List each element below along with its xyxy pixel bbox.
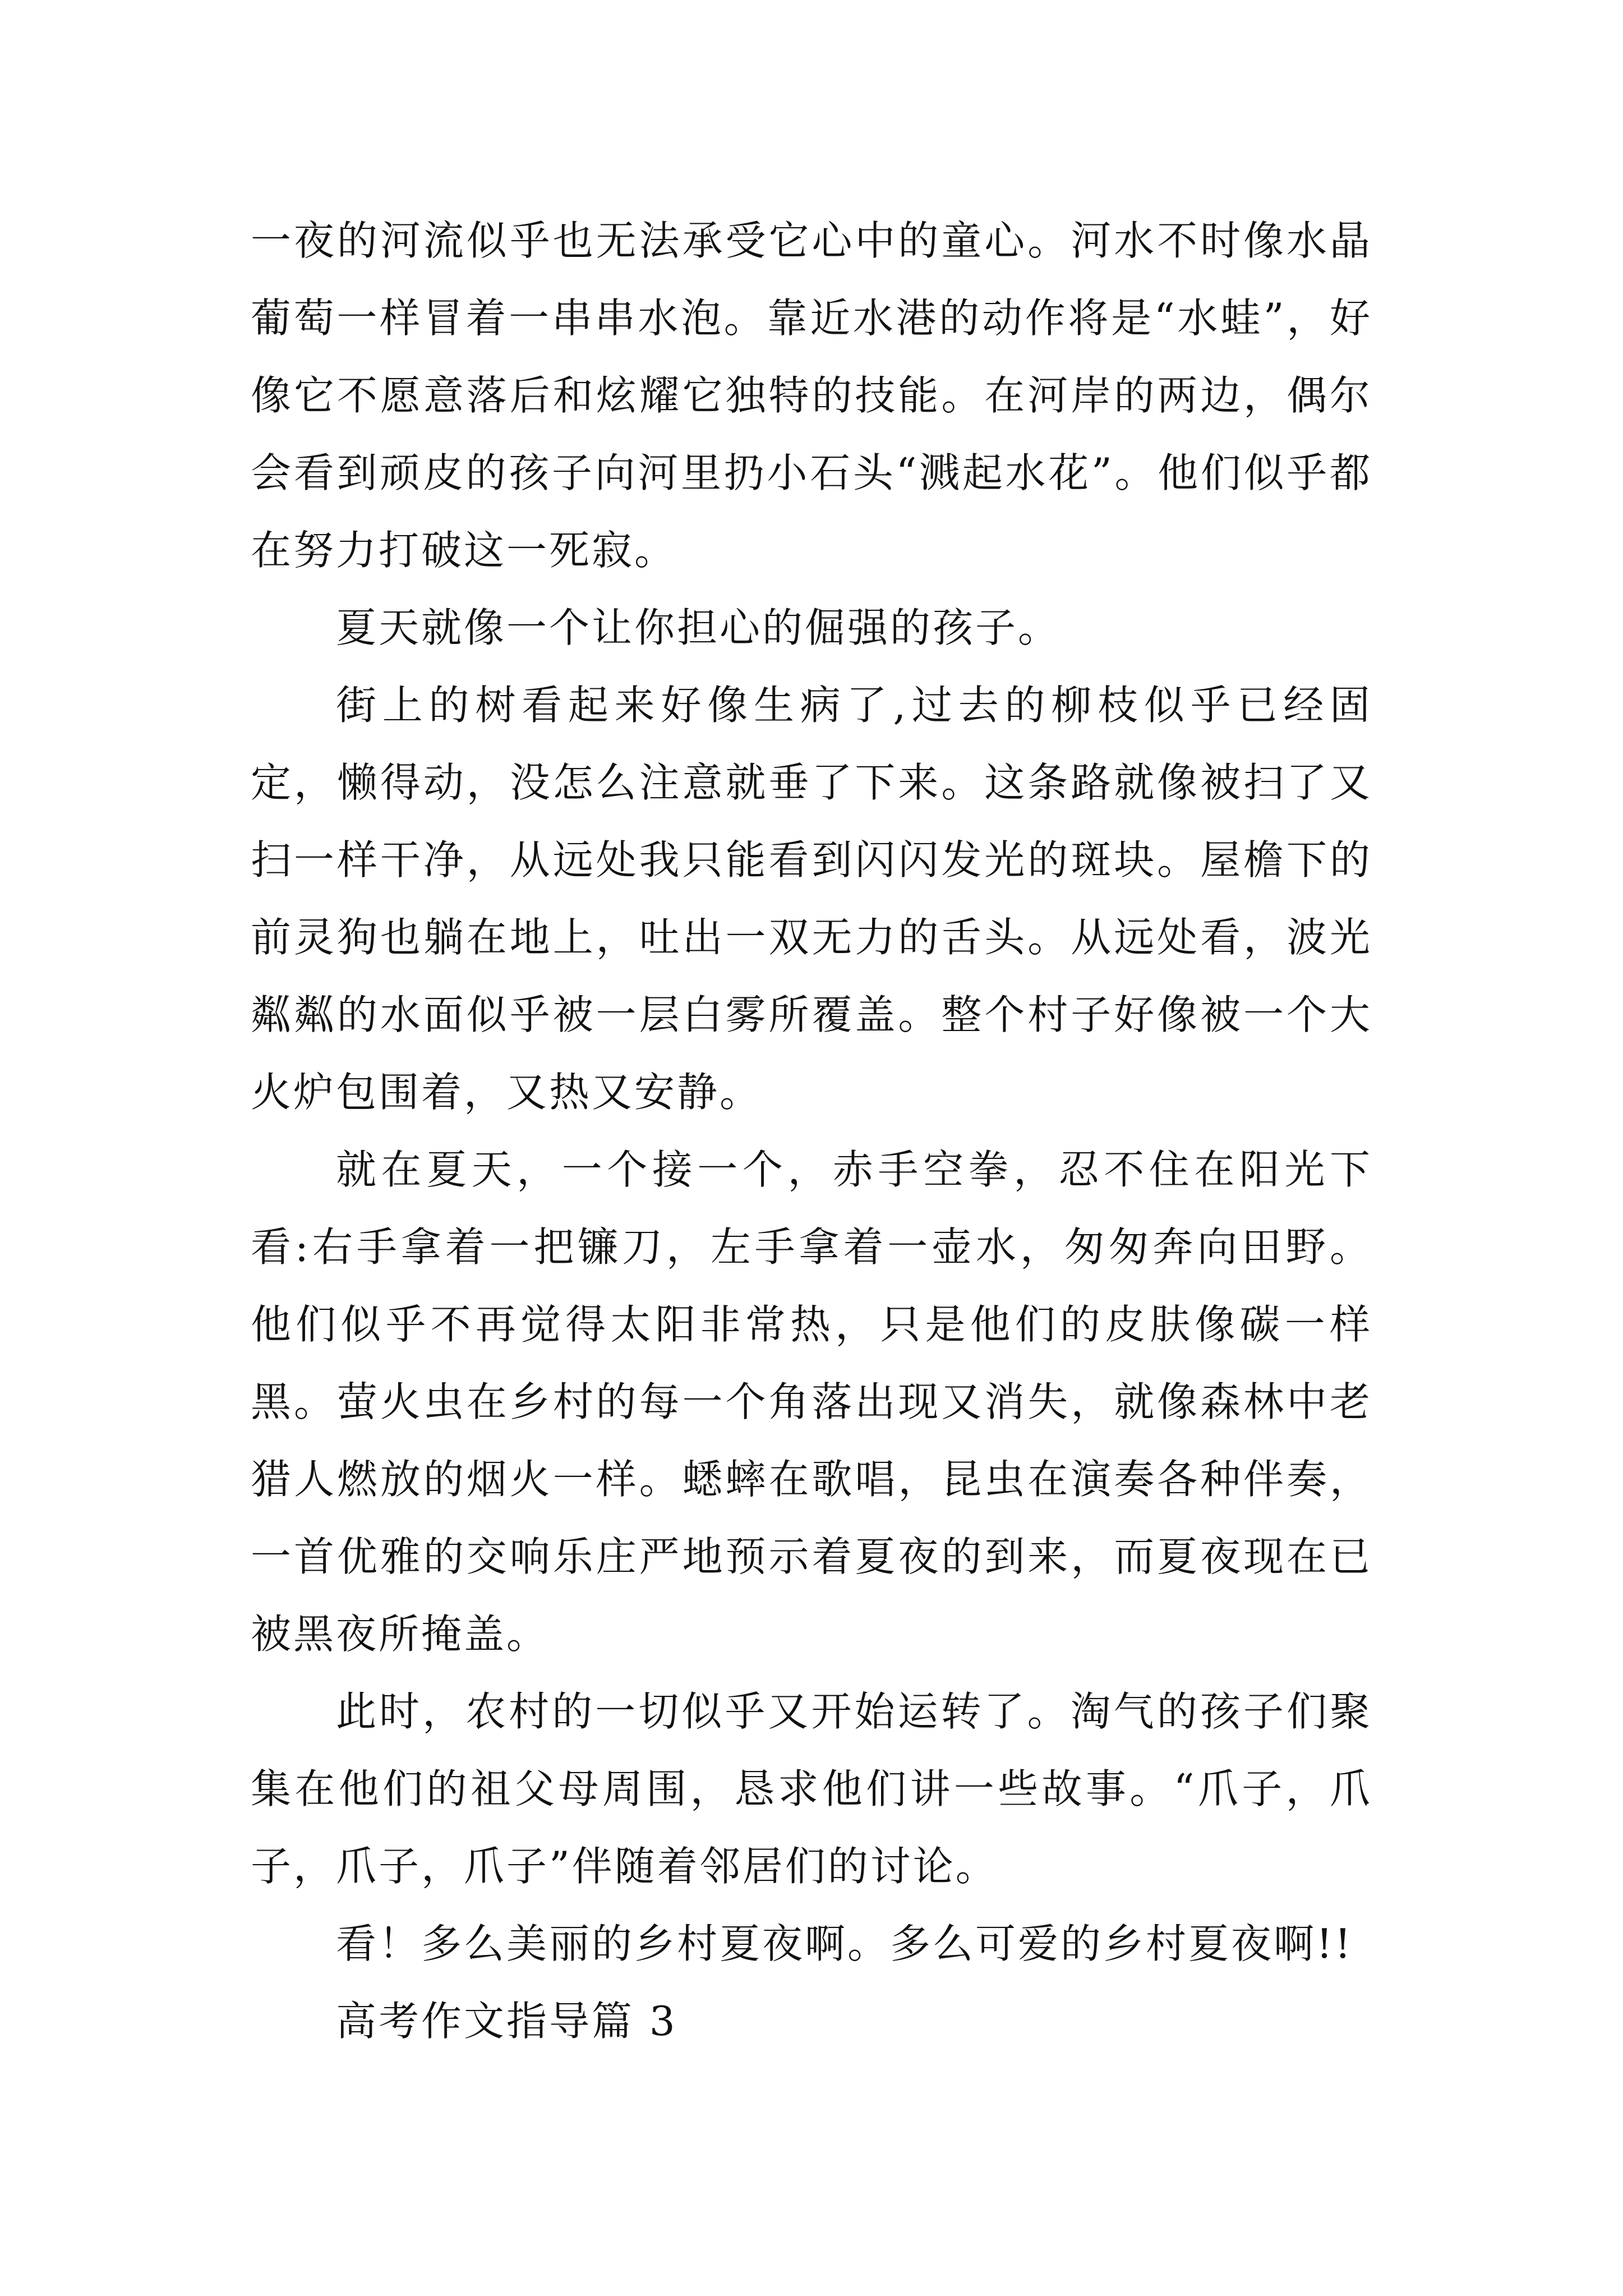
section-heading: 高考作文指导篇 3 [336,1998,677,2045]
paragraph-river: 一夜的河流似乎也无法承受它心中的童心。河水不时像水晶葡萄一样冒着一串串水泡。靠近水港的动作将是“水蛙”，好像它不愿意落后和炫耀它独特的技能。在河岸的两边，偶尔会看到顽皮的孩子向河里扔小石头“溅起水花”。他们似乎都在努力打破这一死寂。 [251,217,1372,574]
paragraph-village-night: 此时，农村的一切似乎又开始运转了。淘气的孩子们聚集在他们的祖父母周围，恳求他们讲一些故事。“爪子，爪子，爪子，爪子”伴随着邻居们的讨论。 [251,1688,1372,1890]
paragraph-summer-child: 夏天就像一个让你担心的倔强的孩子。 [336,604,1061,651]
document-body [251,202,1372,2060]
paragraph-street-trees: 街上的树看起来好像生病了,过去的柳枝似乎已经固定，懒得动，没怎么注意就垂了下来。这条路就像被扫了又扫一样干净，从远处我只能看到闪闪发光的斑块。屋檐下的前灵狗也躺在地上，吐出一双无力的舌头。从远处看，波光粼粼的水面似乎被一层白雾所覆盖。整个村子好像被一个大火炉包围着，又热又安静。 [251,682,1372,1116]
paragraph-exclamation: 看！多么美丽的乡村夏夜啊。多么可爱的乡村夏夜啊!! [336,1920,1353,1967]
paragraph-summer-fields: 就在夏天，一个接一个，赤手空拳，忍不住在阳光下看:右手拿着一把镰刀，左手拿着一壶水，匆匆奔向田野。他们似乎不再觉得太阳非常热，只是他们的皮肤像碳一样黑。萤火虫在乡村的每一个角落出现又消失，就像森林中老猎人燃放的烟火一样。蟋蟀在歌唱，昆虫在演奏各种伴奏，一首优雅的交响乐庄严地预示着夏夜的到来，而夏夜现在已被黑夜所掩盖。 [251,1146,1372,1658]
